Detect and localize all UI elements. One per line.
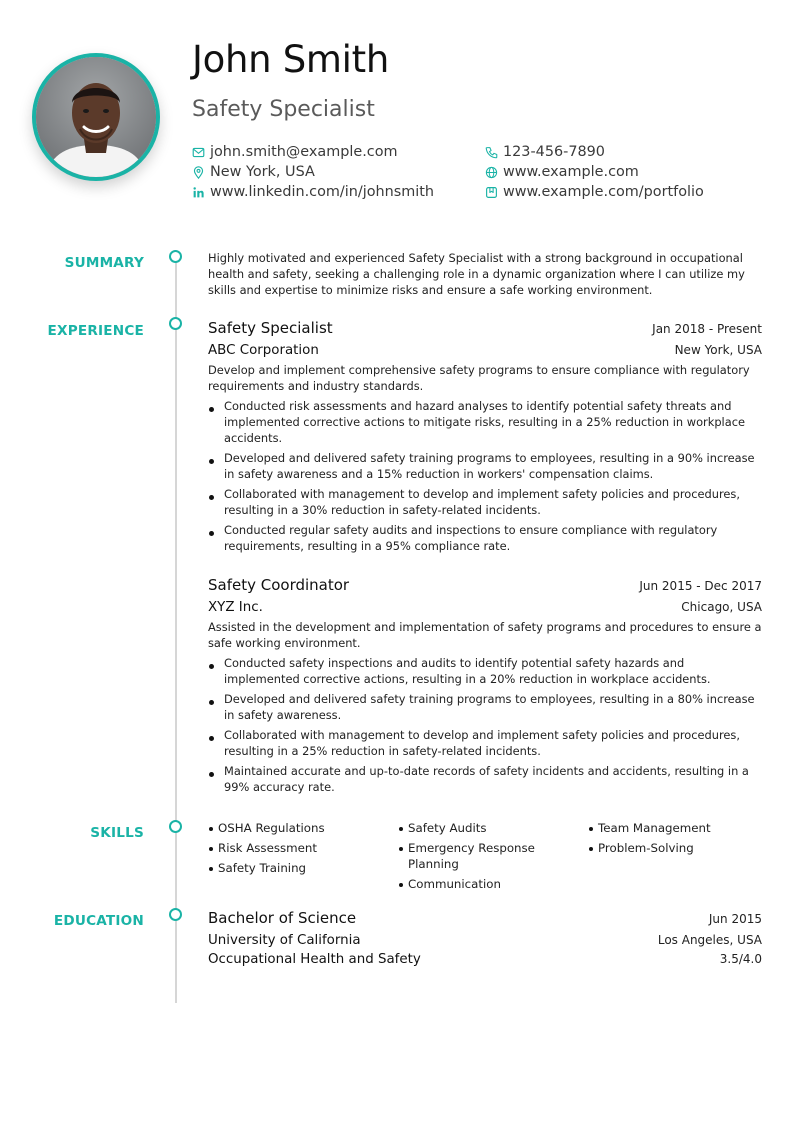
summary-heading: SUMMARY [64, 255, 144, 271]
skills-column [208, 820, 398, 896]
experience-timeline-dot [169, 317, 182, 330]
job-title: Safety Specialist [208, 319, 333, 337]
skill-item: Communication [398, 876, 588, 892]
list-item: Conducted risk assessments and hazard analyses to identify potential safety threats and implemented corrective actions to mitigate risks, resulting in a 25% reduction in workplace accidents. [208, 398, 762, 446]
contact-email[interactable] [192, 143, 485, 161]
gpa: 3.5/4.0 [719, 952, 762, 966]
job-achievements [208, 655, 762, 795]
contact-phone-text: 123-456-7890 [503, 144, 605, 160]
school-location: Los Angeles, USA [657, 933, 762, 947]
list-item: Conducted regular safety audits and inspections to ensure compliance with regulatory requirements, resulting in a 95% compliance rate. [208, 522, 762, 554]
globe-icon [485, 166, 498, 179]
company-name: ABC Corporation [208, 343, 319, 358]
timeline-line [175, 262, 177, 1003]
education-heading: EDUCATION [53, 913, 144, 929]
contact-portfolio[interactable] [485, 183, 752, 201]
summary-timeline-dot [169, 250, 182, 263]
experience-entry [208, 576, 762, 795]
job-location: New York, USA [674, 343, 762, 357]
job-dates: Jan 2018 - Present [652, 322, 762, 336]
list-item: Developed and delivered safety training programs to employees, resulting in a 90% increase in safety awareness and a 15% reduction in workers' compensation claims. [208, 450, 762, 482]
linkedin-icon [192, 186, 205, 199]
job-achievements [208, 398, 762, 554]
job-title: Safety Coordinator [208, 576, 350, 594]
candidate-name: John Smith [192, 38, 389, 81]
portfolio-icon [485, 186, 498, 199]
contact-email-text: john.smith@example.com [210, 144, 398, 160]
location-icon [192, 166, 205, 179]
summary-text: Highly motivated and experienced Safety Specialist with a strong background in occupational health and safety, seeking a challenging role in a dynamic organization where I can utilize my skills and expertise to minimize risks and ensure a safe working environment. [208, 251, 745, 297]
list-item: Developed and delivered safety training programs to employees, resulting in a 80% increase in safety awareness. [208, 691, 762, 723]
degree-name: Bachelor of Science [208, 909, 357, 927]
contact-linkedin[interactable] [192, 183, 485, 201]
list-item: Conducted safety inspections and audits to identify potential safety hazards and implemented corrective actions, resulting in a 20% reduction in workplace accidents. [208, 655, 762, 687]
contact-list [192, 143, 752, 201]
company-name: XYZ Inc. [208, 600, 263, 615]
list-item: Collaborated with management to develop and implement safety policies and procedures, resulting in a 30% reduction in safety-related incidents. [208, 486, 762, 518]
education-timeline-dot [169, 908, 182, 921]
skills-column [588, 820, 762, 896]
experience-heading: EXPERIENCE [47, 323, 144, 339]
contact-phone[interactable] [485, 143, 752, 161]
field-of-study: Occupational Health and Safety [208, 952, 421, 967]
contact-website[interactable] [485, 163, 752, 181]
skills-heading: SKILLS [90, 825, 144, 841]
profile-photo [32, 53, 160, 181]
skill-item: Emergency Response Planning [398, 840, 588, 872]
graduation-date: Jun 2015 [708, 912, 762, 926]
experience-entry [208, 319, 762, 554]
contact-website-text: www.example.com [503, 164, 639, 180]
candidate-title: Safety Specialist [192, 97, 375, 122]
job-description: Assisted in the development and implementation of safety programs and procedures to ensure a safe working environment. [208, 620, 762, 650]
job-description: Develop and implement comprehensive safety programs to ensure compliance with regulatory requirements and industry standards. [208, 363, 750, 393]
skill-item: Team Management [588, 820, 762, 836]
skills-timeline-dot [169, 820, 182, 833]
avatar-portrait [36, 57, 156, 177]
list-item: Maintained accurate and up-to-date records of safety incidents and accidents, resulting in a 99% accuracy rate. [208, 763, 762, 795]
skills-list [208, 820, 762, 896]
phone-icon [485, 146, 498, 159]
skill-item: Safety Audits [398, 820, 588, 836]
contact-linkedin-text: www.linkedin.com/in/johnsmith [210, 184, 435, 200]
skill-item: Safety Training [208, 860, 398, 876]
job-dates: Jun 2015 - Dec 2017 [639, 579, 762, 593]
school-name: University of California [208, 933, 361, 948]
email-icon [192, 146, 205, 159]
skills-column [398, 820, 588, 896]
list-item: Collaborated with management to develop and implement safety policies and procedures, resulting in a 25% reduction in safety-related incidents. [208, 727, 762, 759]
contact-location-text: New York, USA [210, 164, 315, 180]
skill-item: OSHA Regulations [208, 820, 398, 836]
contact-location [192, 163, 485, 181]
job-location: Chicago, USA [681, 600, 762, 614]
skill-item: Problem-Solving [588, 840, 762, 856]
skill-item: Risk Assessment [208, 840, 398, 856]
education-entry [208, 909, 762, 967]
contact-portfolio-text: www.example.com/portfolio [503, 184, 704, 200]
